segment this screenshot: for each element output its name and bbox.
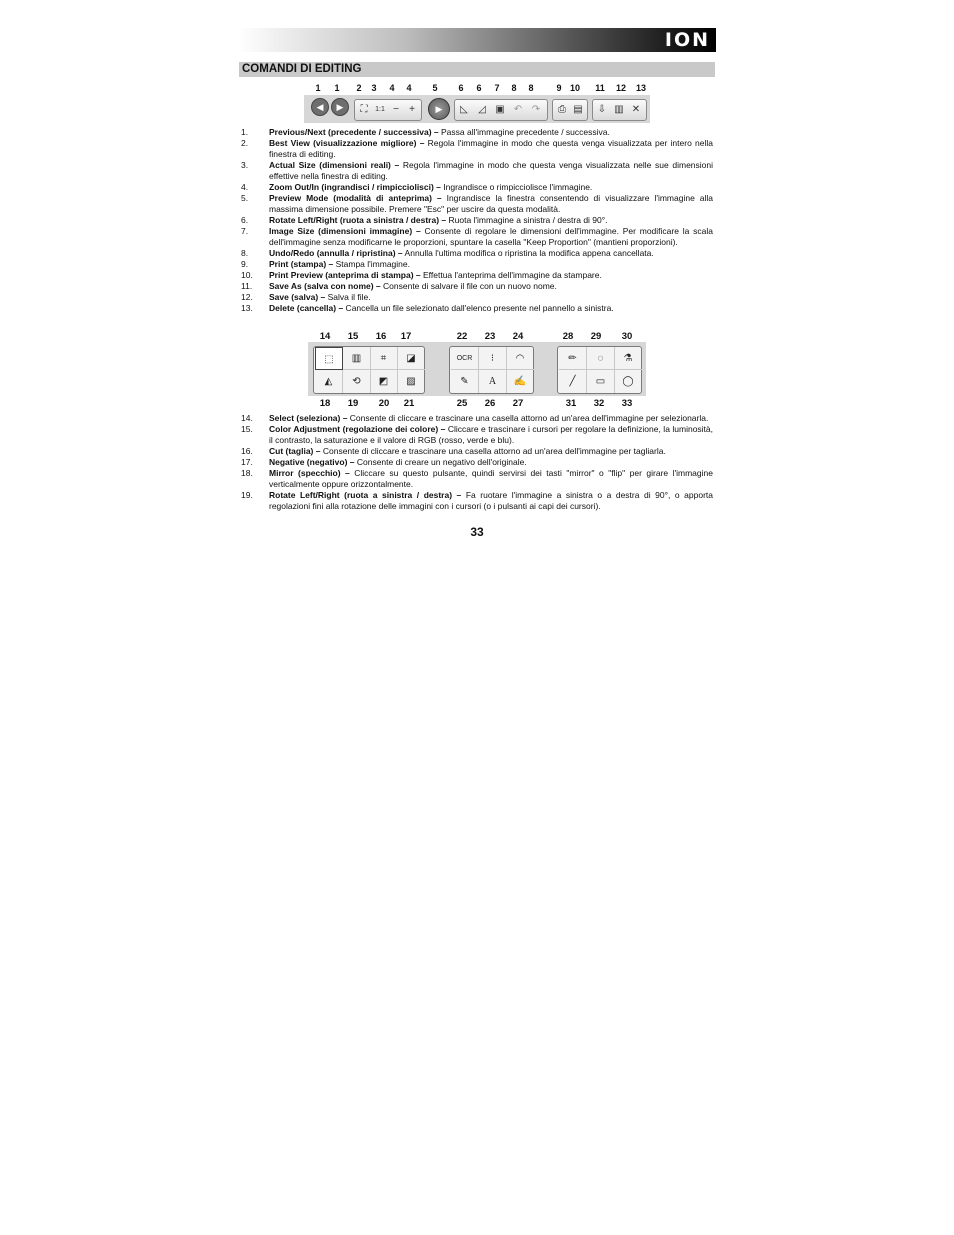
rotate-left-icon[interactable]: ◺ xyxy=(460,104,468,115)
editing-toolbar xyxy=(304,95,650,123)
list-item-number: 12. xyxy=(241,292,253,302)
cut-icon[interactable]: ⌗ xyxy=(370,347,398,370)
list-item xyxy=(241,457,713,468)
list-item-number: 9. xyxy=(241,259,249,269)
list-item-description: Annulla l'ultima modifica o ripristina la modifica appena cancellata. xyxy=(402,248,654,258)
list-item xyxy=(241,281,713,292)
palette-num: 23 xyxy=(484,331,496,342)
list-item-description: Consente di regolare le dimensioni dell'immagine. Per modificare la scala dell'immagine senza modificarne le proporzioni, spuntare la casella "Keep Proportion" (mantieni proporzioni). xyxy=(269,226,714,247)
rotate-right-icon[interactable]: ◿ xyxy=(478,104,486,115)
palette-num: 22 xyxy=(456,331,468,342)
pencil-icon[interactable]: ✏ xyxy=(559,347,587,370)
edit-group xyxy=(454,99,548,121)
toolbar-num: 11 xyxy=(595,83,605,93)
tool-palette xyxy=(308,342,646,396)
list-item-number: 6. xyxy=(241,215,249,225)
list-item-description: Cliccare e trascinare i cursori per regolare la definizione, la luminosità, il contrasto, la saturazione e il valore di RGB (rosso, verde e blu). xyxy=(269,424,714,445)
print-icon[interactable]: ⎙ xyxy=(558,104,566,115)
toolbar-num: 12 xyxy=(615,83,627,93)
header-banner xyxy=(238,28,716,52)
palette-num: 30 xyxy=(621,331,633,342)
palette-group-draw xyxy=(557,346,642,394)
list-item-term: Previous/Next (precedente / successiva) – xyxy=(269,127,439,137)
mirror-icon[interactable]: ◭ xyxy=(315,370,343,393)
list-item-description: Consente di creare un negativo dell'originale. xyxy=(354,457,527,467)
filter-icon[interactable]: ▨ xyxy=(406,376,416,387)
list-item-term: Preview Mode (modalità di anteprima) – xyxy=(269,193,442,203)
palette-num: 33 xyxy=(621,398,633,409)
palette-num: 31 xyxy=(565,398,577,409)
toolbar-num: 13 xyxy=(635,83,647,93)
next-icon[interactable]: ▶ xyxy=(331,98,349,116)
negative-icon[interactable]: ◪ xyxy=(397,347,425,370)
list-item-term: Select (seleziona) – xyxy=(269,413,348,423)
list-item-term: Save (salva) – xyxy=(269,292,326,302)
zoom-in-icon[interactable]: + xyxy=(409,104,415,115)
palette-num: 29 xyxy=(590,331,602,342)
ellipse-icon[interactable]: ◯ xyxy=(622,376,634,387)
toolbar-num: 10 xyxy=(569,83,581,93)
palette-num: 16 xyxy=(375,331,387,342)
actual-size-icon[interactable]: 1:1 xyxy=(375,106,385,113)
toolbar-num: 9 xyxy=(556,83,562,93)
list-item-number: 17. xyxy=(241,457,253,467)
list-item-number: 16. xyxy=(241,446,253,456)
rotate-icon[interactable]: ⟲ xyxy=(343,370,371,393)
fill-icon[interactable]: ⚗ xyxy=(614,347,642,370)
list-item-term: Rotate Left/Right (ruota a sinistra / destra) – xyxy=(269,490,462,500)
list-item-term: Zoom Out/In (ingrandisci / rimpicciolisci) – xyxy=(269,182,441,192)
list-item-description: Regola l'immagine in modo che questa venga visualizzata per intero nella finestra di editing. xyxy=(269,138,713,159)
palette-num: 24 xyxy=(512,331,524,342)
list-item-description: Ingrandisce o rimpicciolisce l'immagine. xyxy=(440,182,593,192)
ocr-icon[interactable]: OCR xyxy=(451,347,479,370)
toolbar-num: 7 xyxy=(494,83,500,93)
red-eye-icon[interactable]: ◠ xyxy=(506,347,534,370)
toolbar-num: 8 xyxy=(528,83,534,93)
print-preview-icon[interactable]: ▤ xyxy=(573,104,583,115)
palette-num: 19 xyxy=(347,398,359,409)
list-item xyxy=(241,248,713,259)
list-item-description: Regola l'immagine in modo che questa venga visualizzata nelle sue dimensioni effettive nella finestra di editing. xyxy=(269,160,713,181)
list-item-term: Delete (cancella) – xyxy=(269,303,344,313)
view-group xyxy=(354,99,422,121)
list-item xyxy=(241,490,713,512)
eraser-icon[interactable]: ◌ xyxy=(587,347,615,370)
redo-icon[interactable]: ↷ xyxy=(531,104,541,115)
section-title: COMANDI DI EDITING xyxy=(242,63,362,75)
palette-num: 17 xyxy=(400,331,412,342)
ion-logo: ION xyxy=(664,29,710,51)
list-item-description: Ingrandisce la finestra consentendo di visualizzare l'immagine alla massima dimensione possibile. Premere "Esc" per uscire da questa modalità. xyxy=(269,193,713,214)
list-item xyxy=(241,138,713,160)
rectangle-icon[interactable]: ▭ xyxy=(587,370,615,393)
text-icon[interactable]: A xyxy=(479,370,507,393)
list-item xyxy=(241,270,713,281)
signature-icon[interactable]: ✍ xyxy=(513,376,527,387)
list-item xyxy=(241,215,713,226)
toolbar-num: 4 xyxy=(389,83,395,93)
list-item-term: Save As (salva con nome) – xyxy=(269,281,381,291)
list-item-term: Rotate Left/Right (ruota a sinistra / destra) – xyxy=(269,215,447,225)
palette-num: 20 xyxy=(378,398,390,409)
toolbar-num: 4 xyxy=(406,83,412,93)
palette-num: 14 xyxy=(319,331,331,342)
select-icon[interactable]: ⬚ xyxy=(315,347,343,370)
list-item-number: 13. xyxy=(241,303,253,313)
previous-icon[interactable]: ◀ xyxy=(311,98,329,116)
list-item-term: Mirror (specchio) – xyxy=(269,468,350,478)
list-item-number: 15. xyxy=(241,424,253,434)
list-item-description: Consente di salvare il file con un nuovo nome. xyxy=(380,281,557,291)
list-item-description: Ruota l'immagine a sinistra / destra di 90°. xyxy=(446,215,608,225)
toolbar-num: 6 xyxy=(476,83,482,93)
toolbar-num: 3 xyxy=(371,83,377,93)
list-item xyxy=(241,303,713,314)
toolbar-command-list xyxy=(241,127,713,314)
save-as-icon[interactable]: ⇩ xyxy=(597,104,607,115)
palette-num: 21 xyxy=(403,398,415,409)
palette-command-list xyxy=(241,413,713,512)
list-item xyxy=(241,226,713,248)
list-item-term: Print (stampa) – xyxy=(269,259,334,269)
zoom-out-icon[interactable]: − xyxy=(393,104,399,115)
list-item xyxy=(241,446,713,457)
list-item-number: 14. xyxy=(241,413,253,423)
list-item xyxy=(241,193,713,215)
palette-num: 28 xyxy=(562,331,574,342)
list-item-number: 5. xyxy=(241,193,249,203)
list-item-number: 18. xyxy=(241,468,253,478)
best-view-icon[interactable]: ⛶ xyxy=(360,104,368,115)
palette-num: 18 xyxy=(319,398,331,409)
list-item-number: 7. xyxy=(241,226,249,236)
undo-icon[interactable]: ↶ xyxy=(513,104,523,115)
preview-mode-icon[interactable]: ▶ xyxy=(428,98,450,120)
list-item-number: 1. xyxy=(241,127,249,137)
list-item-number: 11. xyxy=(241,281,253,291)
list-item xyxy=(241,160,713,182)
color-adjustment-icon[interactable]: ▥ xyxy=(343,347,371,370)
list-item-description: Effettua l'anteprima dell'immagine da stampare. xyxy=(420,270,602,280)
list-item-description: Cliccare su questo pulsante, quindi servirsi dei tasti "mirror" o "flip" per girare l'immagine verticalmente oppure orizzontalmente. xyxy=(269,468,713,489)
palette-num: 32 xyxy=(593,398,605,409)
toolbar-num: 1 xyxy=(315,83,321,93)
toolbar-num: 8 xyxy=(511,83,517,93)
list-item xyxy=(241,127,713,138)
toolbar-num: 5 xyxy=(432,83,438,93)
list-item-number: 8. xyxy=(241,248,249,258)
list-item xyxy=(241,182,713,193)
list-item-number: 3. xyxy=(241,160,249,170)
print-group xyxy=(552,99,588,121)
list-item-description: Consente di cliccare e trascinare una casella attorno ad un'area dell'immagine per tagliarla. xyxy=(320,446,666,456)
list-item xyxy=(241,413,713,424)
line-icon[interactable]: ╱ xyxy=(559,370,587,393)
image-size-icon[interactable]: ▣ xyxy=(495,104,505,115)
palette-num: 15 xyxy=(347,331,359,342)
list-item xyxy=(241,292,713,303)
list-item-term: Cut (taglia) – xyxy=(269,446,321,456)
toolbar-num: 1 xyxy=(334,83,340,93)
page-number: 33 xyxy=(470,525,484,539)
brush-icon[interactable]: ✎ xyxy=(451,370,479,393)
list-item-term: Color Adjustment (regolazione dei colore) – xyxy=(269,424,446,434)
section-heading-bar xyxy=(239,62,715,77)
list-item-number: 10. xyxy=(241,270,253,280)
list-item-description: Fa ruotare l'immagine a sinistra o a destra di 90°, o apporta regolazioni fini alla rotazione delle immagini con i cursori (o i pulsanti ai capi dei cursori). xyxy=(269,490,713,511)
list-item-term: Print Preview (anteprima di stampa) – xyxy=(269,270,421,280)
file-group xyxy=(592,99,647,121)
palette-group-edit xyxy=(313,346,425,394)
list-item-description: Passa all'immagine precedente / successiva. xyxy=(438,127,610,137)
list-item xyxy=(241,259,713,270)
list-item xyxy=(241,468,713,490)
toolbar-num: 2 xyxy=(356,83,362,93)
palette-num: 26 xyxy=(484,398,496,409)
palette-num: 27 xyxy=(512,398,524,409)
save-icon[interactable]: ▥ xyxy=(614,104,624,115)
list-item-term: Negative (negativo) – xyxy=(269,457,355,467)
list-item-term: Actual Size (dimensioni reali) – xyxy=(269,160,400,170)
list-item-number: 4. xyxy=(241,182,249,192)
list-item-description: Consente di cliccare e trascinare una casella attorno ad un'area dell'immagine per selezionarla. xyxy=(347,413,709,423)
list-item-term: Undo/Redo (annulla / ripristina) – xyxy=(269,248,403,258)
palette-num: 25 xyxy=(456,398,468,409)
list-item-description: Cancella un file selezionato dall'elenco presente nel pannello a sinistra. xyxy=(343,303,614,313)
mosaic-icon[interactable]: ⁝ xyxy=(479,347,507,370)
list-item xyxy=(241,424,713,446)
palette-group-ocr xyxy=(449,346,534,394)
list-item-term: Image Size (dimensioni immagine) – xyxy=(269,226,421,236)
delete-icon[interactable]: ✕ xyxy=(631,104,641,115)
list-item-term: Best View (visualizzazione migliore) – xyxy=(269,138,425,148)
list-item-description: Salva il file. xyxy=(325,292,371,302)
list-item-number: 19. xyxy=(241,490,253,500)
list-item-number: 2. xyxy=(241,138,249,148)
contrast-icon[interactable]: ◩ xyxy=(370,370,398,393)
list-item-description: Stampa l'immagine. xyxy=(333,259,410,269)
toolbar-num: 6 xyxy=(458,83,464,93)
